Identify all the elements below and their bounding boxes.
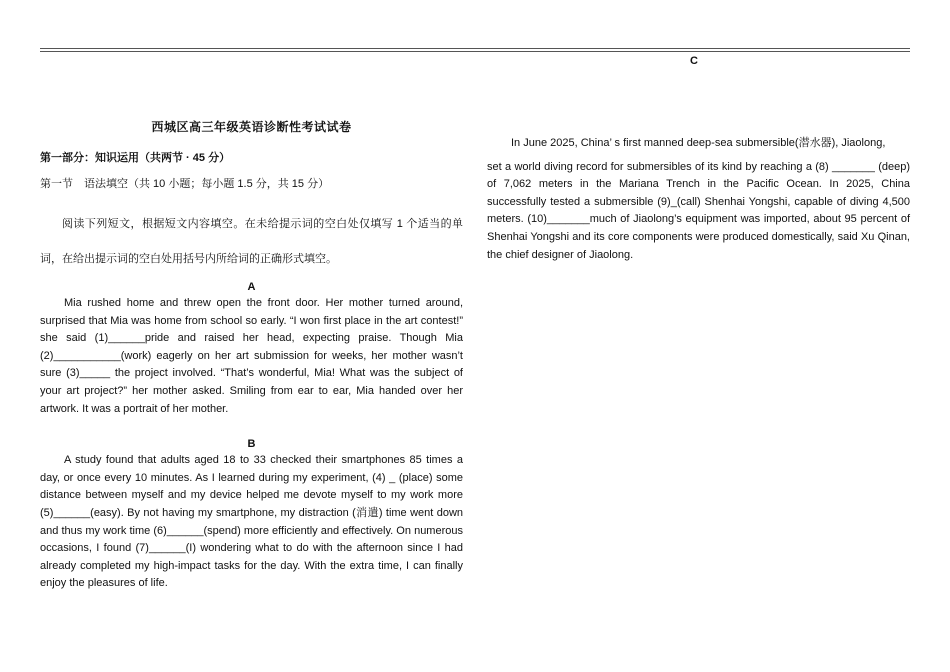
exam-title: 西城区高三年级英语诊断性考试试卷 [151, 120, 352, 134]
top-rule [40, 48, 910, 49]
passage-a-label: A [247, 281, 256, 293]
section-heading: 第一节 语法填空（共 10 小题；每小题 1.5 分，共 15 分） [40, 178, 330, 190]
passage-c-label: C [690, 55, 698, 67]
top-rule-second [40, 51, 910, 52]
passage-a-text: Mia rushed home and threw open the front door. Her mother turned around, surprised that Mia was home from school so early. “I won first place in the art contest!” she said (1)______pride and raised her head, expecting praise. Though Mia (2)___________(work) eagerly on her art submission for weeks, her mother wasn’t sure (3)_____ the project involved. “That’s wonderful, Mia! What was the subject of your art project?” her mother asked. Smiling from ear to ear, Mia handed over her artwork. It was a portrait of her mother. [40, 297, 463, 415]
left-column [40, 118, 463, 593]
passage-c-text: set a world diving record for submersibles of its kind by reaching a (8) _______ (deep) of 7,062 meters in the Mariana Trench in the Pacific Ocean. In 2025, China successfully tested a submersible (9)_(call) Shenhai Yongshi, capable of diving 4,500 meters. (10)_______much of Jiaolong’s equipment was imported, about 95 percent of Shenhai Yongshi and its core components were produced domestically, said Xu Qinan, the chief designer of Jiaolong. [487, 160, 910, 261]
right-column [487, 135, 910, 264]
instructions: 阅读下列短文，根据短文内容填空。在未给提示词的空白处仅填写 1 个适当的单词，在给出提示词的空白处用括号内所给词的正确形式填空。 [40, 218, 463, 265]
part-heading: 第一部分：知识运用（共两节 · 45 分） [40, 152, 231, 164]
passage-c-first-line: In June 2025, China’ s first manned deep-sea submersible(潜水器), Jiaolong, [511, 137, 886, 149]
passage-b-label: B [247, 438, 256, 451]
passage-b-text: A study found that adults aged 18 to 33 checked their smartphones 85 times a day, or once every 10 minutes. As I learned during my experiment, (4) _ (place) some distance between myself and my device helped me devote myself to my work more (5)______(easy). By not having my smartphone, my distraction (消遣) time went down and thus my work time (6)______(spend) more efficiently and effectively. On numerous occasions, I found (7)______(I) wondering what to do with the afternoon since I had already completed my high-impact tasks for the day. With the extra time, I can finally enjoy the pleasures of life. [40, 454, 463, 590]
